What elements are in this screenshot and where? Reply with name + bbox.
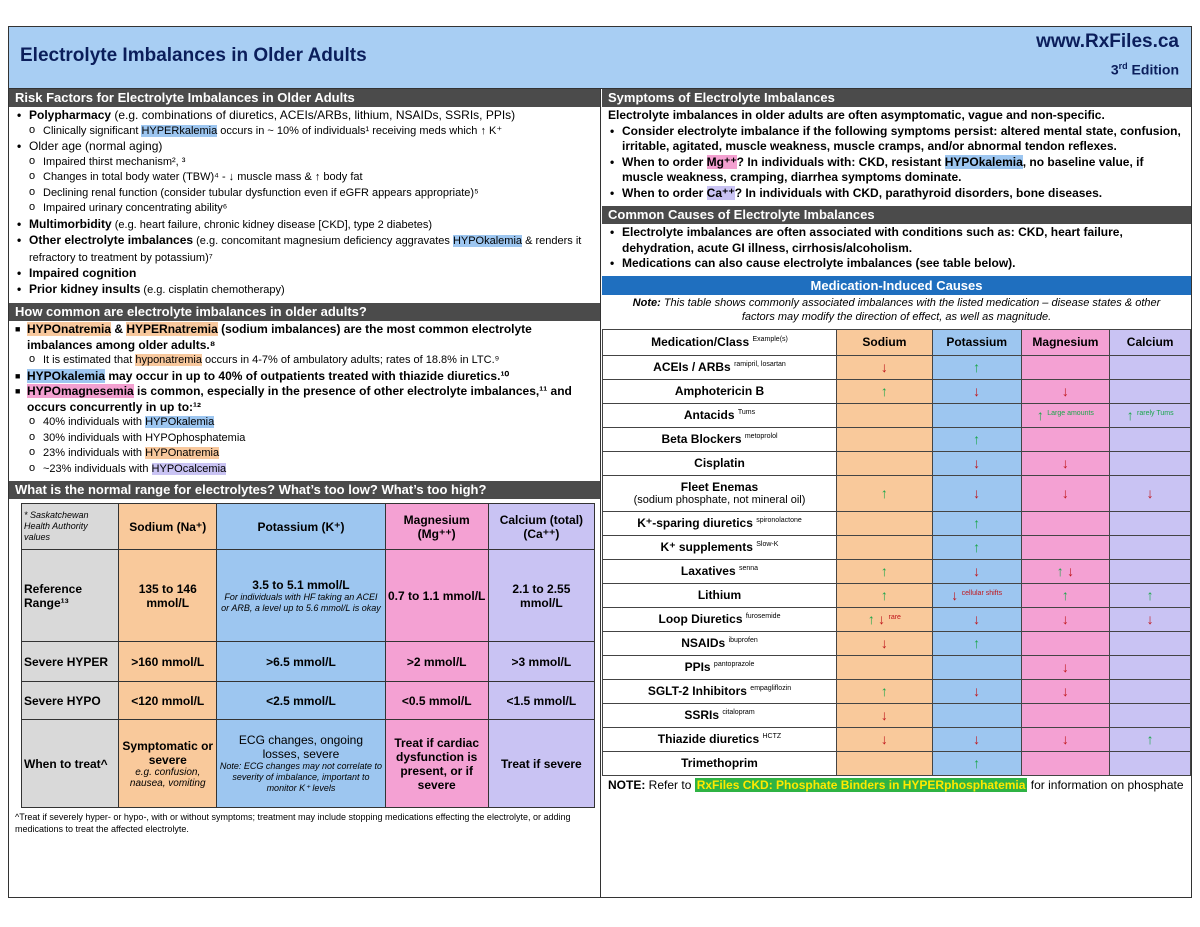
meds-effect-sodium: ↑ — [836, 475, 932, 511]
risk-polypharmacy: • Polypharmacy (e.g. combinations of diuretics, ACEIs/ARBs, lithium, NSAIDs, SSRIs, PPIs) — [15, 108, 594, 124]
meds-effect-magnesium: ↑ ↓ — [1021, 559, 1110, 583]
symptoms-intro: Electrolyte imbalances in older adults are often asymptomatic, vague and non-specific. — [608, 108, 1105, 122]
risk-other-imbalances: • Other electrolyte imbalances (e.g. concomitant magnesium deficiency aggravates HYPOkalemia & renders it refractory to treatment by potassium)⁷ — [15, 233, 594, 266]
meds-row — [603, 583, 1191, 607]
document-frame — [8, 26, 1192, 898]
meds-effect-potassium: ↓ — [932, 607, 1021, 631]
meds-row — [603, 679, 1191, 703]
meds-effect-sodium: ↑ — [836, 559, 932, 583]
meds-effect-calcium — [1110, 355, 1191, 379]
meds-footer: NOTE: Refer to RxFiles CKD: Phosphate Binders in HYPERphosphatemia for information on phosphate — [608, 777, 1184, 792]
range-row-reference: Reference Range¹³ — [22, 550, 119, 642]
risk-age-sub: o Changes in total body water (TBW)⁴ - ↓ muscle mass & ↑ body fat — [15, 170, 594, 186]
meds-effect-magnesium — [1021, 355, 1110, 379]
meds-row — [603, 355, 1191, 379]
common-heading: How common are electrolyte imbalances in older adults? — [9, 303, 600, 321]
meds-effect-magnesium: ↓ — [1021, 655, 1110, 679]
meds-effect-potassium — [932, 403, 1021, 427]
range-hypo-potassium: <2.5 mmol/L — [217, 682, 385, 720]
meds-effect-potassium: ↑ — [932, 535, 1021, 559]
meds-effect-magnesium — [1021, 427, 1110, 451]
meds-note: Note: This table shows commonly associated imbalances with the listed medication – disease states & other factors may modify the direction of effect, as well as magnitude. — [632, 296, 1161, 323]
range-treat-sodium: Symptomatic or severe e.g. confusion, nausea, vomiting — [119, 720, 217, 808]
meds-effect-magnesium: ↑ — [1021, 583, 1110, 607]
meds-effect-sodium — [836, 751, 932, 775]
range-table — [21, 503, 595, 808]
meds-effect-calcium — [1110, 703, 1191, 727]
meds-row — [603, 379, 1191, 403]
page-header — [9, 27, 1191, 89]
range-row-treat: When to treat^ — [22, 720, 119, 808]
meds-effect-sodium: ↓ — [836, 355, 932, 379]
range-heading: What is the normal range for electrolytes? What’s too low? What’s too high? — [9, 481, 600, 499]
meds-effect-potassium: ↓ — [932, 379, 1021, 403]
range-col-calcium: Calcium (total) (Ca⁺⁺) — [488, 504, 594, 550]
meds-effect-sodium: ↑ ↓ $^{rare}$ — [836, 607, 932, 631]
meds-row — [603, 727, 1191, 751]
meds-effect-calcium: ↑ — [1110, 583, 1191, 607]
causes-heading: Common Causes of Electrolyte Imbalances — [602, 206, 1191, 224]
meds-row-name: K⁺ supplements $^{Slow-K}$ — [603, 535, 837, 559]
left-column — [9, 89, 601, 897]
meds-effect-sodium — [836, 451, 932, 475]
meds-effect-potassium: ↑ — [932, 427, 1021, 451]
edition-label: 3rd Edition — [1110, 61, 1179, 78]
meds-row-name: Lithium — [603, 583, 837, 607]
meds-effect-magnesium: ↑ $^{Large amounts}$ — [1021, 403, 1110, 427]
range-treat-calcium: Treat if severe — [488, 720, 594, 808]
meds-row — [603, 751, 1191, 775]
symptoms-order-ca: • When to order Ca⁺⁺? In individuals with CKD, parathyroid disorders, bone diseases. — [608, 186, 1185, 202]
risk-kidney: • Prior kidney insults (e.g. cisplatin chemotherapy) — [15, 282, 594, 299]
symptoms-heading: Symptoms of Electrolyte Imbalances — [602, 89, 1191, 107]
meds-col-potassium: Potassium — [932, 329, 1021, 355]
risk-factors — [9, 107, 600, 298]
meds-effect-magnesium — [1021, 511, 1110, 535]
risk-age-sub: o Impaired urinary concentrating ability⁶ — [15, 201, 594, 217]
meds-effect-sodium: ↓ — [836, 631, 932, 655]
meds-row-name: Laxatives $^{senna}$ — [603, 559, 837, 583]
range-ref-magnesium: 0.7 to 1.1 mmol/L — [385, 550, 488, 642]
meds-row-name: ACEIs / ARBs $^{ramipril, losartan}$ — [603, 355, 837, 379]
meds-row-name: Trimethoprim — [603, 751, 837, 775]
meds-effect-potassium: ↓ — [932, 559, 1021, 583]
meds-row — [603, 403, 1191, 427]
symptoms-section — [602, 107, 1191, 201]
range-hyper-calcium: >3 mmol/L — [488, 642, 594, 682]
meds-col-magnesium: Magnesium — [1021, 329, 1110, 355]
meds-effect-calcium — [1110, 751, 1191, 775]
common-mg-sub: o 40% individuals with HYPOkalemia — [15, 415, 594, 431]
meds-effect-magnesium: ↓ — [1021, 475, 1110, 511]
risk-older-age: • Older age (normal aging) — [15, 139, 594, 155]
meds-col-sodium: Sodium — [836, 329, 932, 355]
meds-row — [603, 559, 1191, 583]
meds-effect-magnesium — [1021, 535, 1110, 559]
symptoms-order-mg: • When to order Mg⁺⁺? In individuals with: CKD, resistant HYPOkalemia, no baseline value, if muscle weakness, cramping, diarrhea symptoms dominate. — [608, 155, 1185, 186]
range-treat-magnesium: Treat if cardiac dysfunction is present, or if severe — [385, 720, 488, 808]
causes-medications: • Medications can also cause electrolyte imbalances (see table below). — [608, 256, 1185, 272]
range-hyper-sodium: >160 mmol/L — [119, 642, 217, 682]
meds-effect-magnesium: ↓ — [1021, 451, 1110, 475]
meds-effect-magnesium: ↓ — [1021, 607, 1110, 631]
meds-effect-calcium — [1110, 427, 1191, 451]
meds-row-name: Amphotericin B — [603, 379, 837, 403]
meds-row — [603, 535, 1191, 559]
range-ref-potassium: 3.5 to 5.1 mmol/L For individuals with HF taking an ACEI or ARB, a level up to 5.6 mmol/L is okay — [217, 550, 385, 642]
meds-effect-magnesium: ↓ — [1021, 727, 1110, 751]
range-ref-calcium: 2.1 to 2.55 mmol/L — [488, 550, 594, 642]
common-magnesium: ■ HYPOmagnesemia is common, especially in the presence of other electrolyte imbalances,¹¹ and occurs concurrently in up to:¹² — [15, 384, 594, 415]
meds-row — [603, 451, 1191, 475]
meds-effect-sodium: ↑ — [836, 679, 932, 703]
range-col-magnesium: Magnesium (Mg⁺⁺) — [385, 504, 488, 550]
common-sodium-sub: o It is estimated that hyponatremia occurs in 4-7% of ambulatory adults; rates of 18.8% in LTC.⁹ — [15, 353, 594, 369]
causes-conditions: • Electrolyte imbalances are often associated with conditions such as: CKD, heart failure, dehydration, acute GI illness, cirrhosis/alcoholism. — [608, 225, 1185, 256]
range-row-hypo: Severe HYPO — [22, 682, 119, 720]
range-hyper-potassium: >6.5 mmol/L — [217, 642, 385, 682]
range-col-potassium: Potassium (K⁺) — [217, 504, 385, 550]
meds-heading: Medication-Induced Causes — [602, 276, 1191, 295]
causes-section — [602, 224, 1191, 272]
meds-effect-magnesium — [1021, 631, 1110, 655]
meds-effect-magnesium: ↓ — [1021, 379, 1110, 403]
meds-effect-calcium: ↑ — [1110, 727, 1191, 751]
common-mg-sub: o 23% individuals with HYPOnatremia — [15, 446, 594, 462]
meds-effect-sodium — [836, 655, 932, 679]
phosphate-binders-link[interactable]: RxFiles CKD: Phosphate Binders in HYPERphosphatemia — [696, 777, 1026, 792]
meds-row-name: Cisplatin — [603, 451, 837, 475]
common-sodium: ■ HYPOnatremia & HYPERnatremia (sodium imbalances) are the most common electrolyte imbalances among older adults.⁸ — [15, 322, 594, 353]
meds-effect-potassium — [932, 703, 1021, 727]
meds-effect-magnesium — [1021, 751, 1110, 775]
site-link[interactable]: www.RxFiles.ca — [1036, 31, 1179, 52]
meds-effect-calcium — [1110, 679, 1191, 703]
meds-effect-calcium — [1110, 559, 1191, 583]
meds-row-name: Loop Diuretics $^{furosemide}$ — [603, 607, 837, 631]
common-mg-sub: o ~23% individuals with HYPOcalcemia — [15, 462, 594, 478]
meds-effect-potassium — [932, 655, 1021, 679]
meds-row — [603, 703, 1191, 727]
page-title: Electrolyte Imbalances in Older Adults — [20, 45, 367, 66]
meds-row-name: Antacids $^{Tums}$ — [603, 403, 837, 427]
risk-polypharmacy-sub: o Clinically significant HYPERkalemia occurs in ~ 10% of individuals¹ receiving meds which ↑ K⁺ — [15, 124, 594, 140]
meds-effect-calcium — [1110, 535, 1191, 559]
meds-effect-sodium: ↓ — [836, 727, 932, 751]
range-col-sodium: Sodium (Na⁺) — [119, 504, 217, 550]
meds-effect-potassium: ↑ — [932, 631, 1021, 655]
meds-row — [603, 427, 1191, 451]
meds-row-name: NSAIDs $^{ibuprofen}$ — [603, 631, 837, 655]
right-column — [602, 89, 1191, 897]
meds-effect-sodium — [836, 427, 932, 451]
common-mg-sub: o 30% individuals with HYPOphosphatemia — [15, 431, 594, 447]
range-hypo-magnesium: <0.5 mmol/L — [385, 682, 488, 720]
risk-heading: Risk Factors for Electrolyte Imbalances in Older Adults — [9, 89, 600, 107]
meds-row-name: SSRIs $^{citalopram}$ — [603, 703, 837, 727]
risk-multimorbidity: • Multimorbidity (e.g. heart failure, chronic kidney disease [CKD], type 2 diabetes) — [15, 217, 594, 234]
meds-effect-calcium: ↑ $^{rarely Tums}$ — [1110, 403, 1191, 427]
meds-effect-potassium: ↓ — [932, 475, 1021, 511]
symptoms-consider: • Consider electrolyte imbalance if the following symptoms persist: altered mental state, confusion, irritable, agitated, muscle weakness, muscle cramps, and/or abnormal tendon reflexes. — [608, 124, 1185, 155]
meds-row-name: PPIs $^{pantoprazole}$ — [603, 655, 837, 679]
meds-row-name: Beta Blockers $^{metoprolol}$ — [603, 427, 837, 451]
common-section — [9, 321, 600, 477]
meds-col-calcium: Calcium — [1110, 329, 1191, 355]
meds-col-class: Medication/Class $^{Example(s)}$ — [603, 329, 837, 355]
meds-effect-calcium — [1110, 379, 1191, 403]
meds-row — [603, 631, 1191, 655]
meds-row — [603, 607, 1191, 631]
meds-row — [603, 655, 1191, 679]
range-corner-note: * Saskatchewan Health Authority values — [22, 504, 119, 550]
meds-effect-sodium: ↑ — [836, 379, 932, 403]
meds-effect-sodium: ↓ — [836, 703, 932, 727]
meds-table-body — [603, 355, 1191, 775]
meds-row-name: SGLT-2 Inhibitors $^{empagliflozin}$ — [603, 679, 837, 703]
range-hypo-calcium: <1.5 mmol/L — [488, 682, 594, 720]
meds-effect-magnesium — [1021, 703, 1110, 727]
meds-row — [603, 475, 1191, 511]
meds-effect-sodium — [836, 511, 932, 535]
meds-effect-potassium: ↓ — [932, 727, 1021, 751]
meds-row-name: Fleet Enemas (sodium phosphate, not mineral oil) — [603, 475, 837, 511]
range-row-hyper: Severe HYPER — [22, 642, 119, 682]
meds-row-name: Thiazide diuretics $^{HCTZ}$ — [603, 727, 837, 751]
meds-row-name: K⁺-sparing diuretics $^{spironolactone}$ — [603, 511, 837, 535]
meds-effect-magnesium: ↓ — [1021, 679, 1110, 703]
meds-effect-potassium: ↑ — [932, 751, 1021, 775]
range-ref-sodium: 135 to 146 mmol/L — [119, 550, 217, 642]
meds-effect-calcium — [1110, 631, 1191, 655]
range-hypo-sodium: <120 mmol/L — [119, 682, 217, 720]
meds-effect-potassium: ↓ — [932, 679, 1021, 703]
meds-effect-calcium: ↓ — [1110, 475, 1191, 511]
range-hyper-magnesium: >2 mmol/L — [385, 642, 488, 682]
common-potassium: ■ HYPOkalemia may occur in up to 40% of outpatients treated with thiazide diuretics.¹⁰ — [15, 369, 594, 385]
risk-age-sub: o Impaired thirst mechanism², ³ — [15, 155, 594, 171]
meds-effect-calcium: ↓ — [1110, 607, 1191, 631]
risk-cognition: • Impaired cognition — [15, 266, 594, 282]
meds-effect-calcium — [1110, 451, 1191, 475]
range-treat-potassium: ECG changes, ongoing losses, severe Note: ECG changes may not correlate to severity of imbalance, important to monitor K⁺ levels — [217, 720, 385, 808]
meds-effect-sodium: ↑ — [836, 583, 932, 607]
meds-effect-calcium — [1110, 511, 1191, 535]
meds-effect-potassium: ↑ — [932, 355, 1021, 379]
meds-effect-sodium — [836, 403, 932, 427]
meds-table — [602, 329, 1191, 776]
risk-age-sub: o Declining renal function (consider tubular dysfunction even if eGFR appears appropriate)⁵ — [15, 186, 594, 202]
meds-effect-sodium — [836, 535, 932, 559]
meds-effect-potassium: ↑ — [932, 511, 1021, 535]
meds-row — [603, 511, 1191, 535]
range-footnote: ^Treat if severely hyper- or hypo-, with or without symptoms; treatment may include stopping medications effecting the electrolyte, or adding medications to treat the affected electrolyte. — [15, 812, 571, 834]
meds-effect-potassium: ↓ $^{cellular shifts}$ — [932, 583, 1021, 607]
meds-effect-potassium: ↓ — [932, 451, 1021, 475]
meds-effect-calcium — [1110, 655, 1191, 679]
